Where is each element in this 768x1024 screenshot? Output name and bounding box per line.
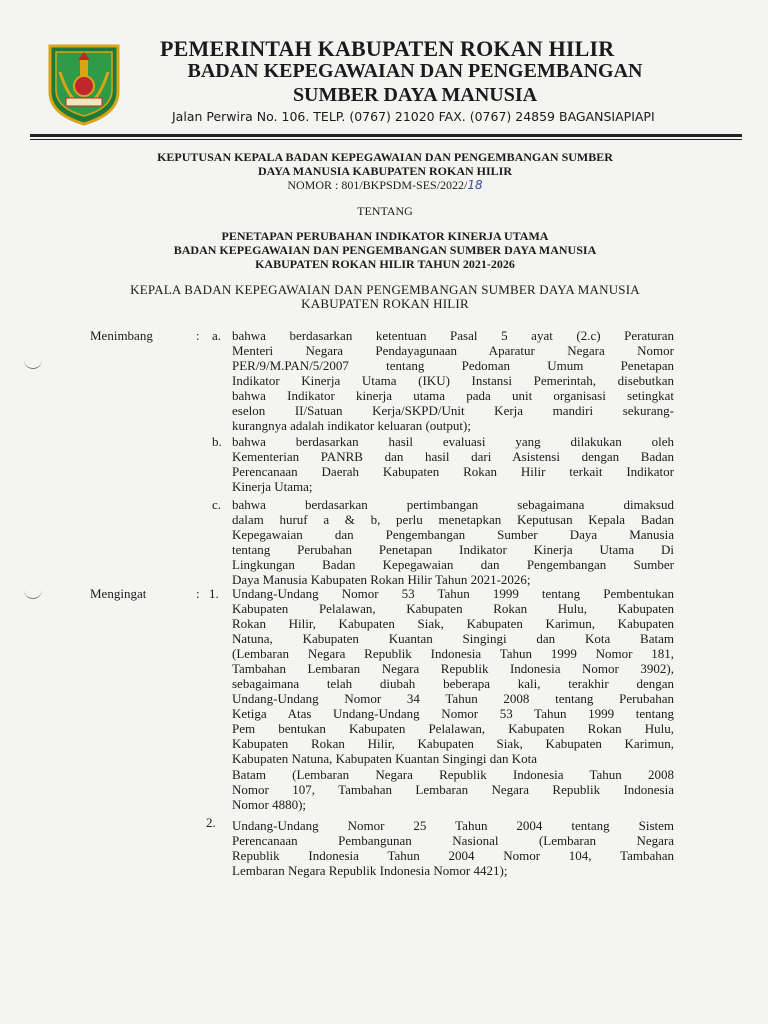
menimbang-item-c	[232, 497, 674, 587]
menimbang-item-a	[232, 328, 674, 433]
text-line: Kabupaten Natuna, Kabupaten Kuantan Singingi dan Kota	[232, 751, 538, 766]
text-line: Menteri Negara Pendayagunaan Aparatur Negara Nomor	[232, 343, 674, 358]
decree-subject: PENETAPAN PERUBAHAN INDIKATOR KINERJA UTAMA	[221, 229, 549, 243]
text-line: bahwa Indikator kinerja utama pada unit organisasi setingkat	[232, 388, 674, 403]
item-marker: 1.	[209, 586, 219, 601]
decree-subject-cont: BADAN KEPEGAWAIAN DAN PENGEMBANGAN SUMBER DAYA MANUSIA	[173, 243, 597, 257]
text-line: Daya Manusia Kabupaten Rokan Hilir Tahun 2021-2026;	[232, 572, 531, 587]
mengingat-item-2	[232, 818, 674, 878]
text-line: Nomor 4880);	[232, 797, 307, 812]
text-line: Undang-Undang Nomor 53 Tahun 1999 tentang Pembentukan	[232, 586, 674, 601]
text-line: Kepegawaian dan Pengembangan Sumber Daya Manusia	[232, 527, 674, 542]
mengingat-colon: :	[196, 586, 200, 601]
menimbang-item-b	[232, 434, 674, 494]
text-line: eselon II/Satuan Kerja/SKPD/Unit Kerja mandiri sekurang-	[232, 403, 674, 418]
text-line: Batam (Lembaran Negara Republik Indonesia Tahun 2008	[232, 767, 674, 782]
issuer-title-cont: KABUPATEN ROKAN HILIR	[301, 296, 469, 311]
letterhead-divider-thin	[30, 139, 742, 140]
item-marker: b.	[212, 434, 222, 449]
text-line: dalam huruf a & b, perlu menetapkan Keputusan Kepala Badan	[232, 512, 674, 527]
text-line: Natuna, Kabupaten Kuantan Singingi dan Kota Batam	[232, 631, 674, 646]
text-line: Perencanaan Pembangunan Nasional (Lembaran Negara	[232, 833, 674, 848]
scan-artifact	[24, 358, 42, 369]
text-line: Kabupaten Pelalawan, Kabupaten Rokan Hulu, Kabupaten	[232, 601, 674, 616]
text-line: Kabupaten Rokan Hilir, Kabupaten Siak, Kabupaten Karimun,	[232, 736, 674, 751]
text-line: tentang Perubahan Penetapan Indikator Kinerja Utama Di	[232, 542, 674, 557]
text-line: bahwa berdasarkan pertimbangan sebagaimana dimaksud	[232, 497, 674, 512]
text-line: Tambahan Lembaran Negara Republik Indonesia Nomor 3902),	[232, 661, 674, 676]
text-line: Undang-Undang Nomor 34 Tahun 2008 tentang Perubahan	[232, 691, 674, 706]
item-marker: 2.	[206, 815, 216, 830]
text-line: (Lembaran Negara Republik Indonesia Tahun 1999 Nomor 181,	[232, 646, 674, 661]
text-line: Undang-Undang Nomor 25 Tahun 2004 tentang Sistem	[232, 818, 674, 833]
regency-coat-of-arms-icon	[46, 42, 122, 126]
decree-heading-cont: DAYA MANUSIA KABUPATEN ROKAN HILIR	[257, 164, 513, 178]
letterhead-government-name: PEMERINTAH KABUPATEN ROKAN HILIR	[160, 36, 615, 61]
letterhead-divider-thick	[30, 134, 742, 137]
handwritten-number: 18	[467, 178, 483, 192]
menimbang-label: Menimbang	[90, 328, 153, 343]
text-line: Nomor 107, Tambahan Lembaran Negara Republik Indonesia	[232, 782, 674, 797]
text-line: Lingkungan Badan Kepegawaian dan Pengembangan Sumber	[232, 557, 674, 572]
mengingat-item-1	[232, 586, 674, 766]
text-line: Lembaran Negara Republik Indonesia Nomor 4421);	[232, 863, 508, 878]
text-line: Pem bentukan Kabupaten Pelalawan, Kabupaten Rokan Hulu,	[232, 721, 674, 736]
letterhead-agency-name: BADAN KEPEGAWAIAN DAN PENGEMBANGAN	[187, 60, 643, 82]
scan-artifact	[24, 588, 42, 599]
letterhead-address: Jalan Perwira No. 106. TELP. (0767) 21020 FAX. (0767) 24859 BAGANSIAPIAPI	[172, 109, 655, 124]
decree-heading: KEPUTUSAN KEPALA BADAN KEPEGAWAIAN DAN PENGEMBANGAN SUMBER	[157, 150, 613, 164]
text-line: Indikator Kinerja Utama (IKU) Instansi Pemerintah, disebutkan	[232, 373, 674, 388]
text-line: Ketiga Atas Undang-Undang Nomor 53 Tahun 1999 tentang	[232, 706, 674, 721]
mengingat-label: Mengingat	[90, 586, 147, 601]
issuer-title: KEPALA BADAN KEPEGAWAIAN DAN PENGEMBANGAN SUMBER DAYA MANUSIA	[130, 282, 640, 297]
text-line: bahwa berdasarkan hasil evaluasi yang dilakukan oleh	[232, 434, 674, 449]
menimbang-colon: :	[196, 328, 200, 343]
item-marker: c.	[212, 497, 222, 512]
text-line: Republik Indonesia Tahun 2004 Nomor 104, Tambahan	[232, 848, 674, 863]
text-line: Perencanaan Daerah Kabupaten Rokan Hilir terkait Indikator	[232, 464, 674, 479]
letterhead-agency-name-cont: SUMBER DAYA MANUSIA	[292, 84, 538, 106]
text-line: Rokan Hilir, Kabupaten Siak, Kabupaten Karimun, Kabupaten	[232, 616, 674, 631]
text-line: Kementerian PANRB dan hasil dari Asistensi dengan Badan	[232, 449, 674, 464]
decree-number: NOMOR : 801/BKPSDM-SES/2022/18	[287, 178, 483, 192]
decree-subject-cont: KABUPATEN ROKAN HILIR TAHUN 2021-2026	[255, 257, 515, 271]
text-line: PER/9/M.PAN/5/2007 tentang Pedoman Umum Penetapan	[232, 358, 674, 373]
text-line: sebagaimana telah diubah beberapa kali, terakhir dengan	[232, 676, 674, 691]
mengingat-item-1-cont	[232, 767, 674, 812]
text-line: bahwa berdasarkan ketentuan Pasal 5 ayat (2.c) Peraturan	[232, 328, 674, 343]
text-line: kurangnya adalah indikator keluaran (output);	[232, 418, 471, 433]
decree-tentang: TENTANG	[357, 204, 413, 218]
item-marker: a.	[212, 328, 222, 343]
text-line: Kinerja Utama;	[232, 479, 313, 494]
